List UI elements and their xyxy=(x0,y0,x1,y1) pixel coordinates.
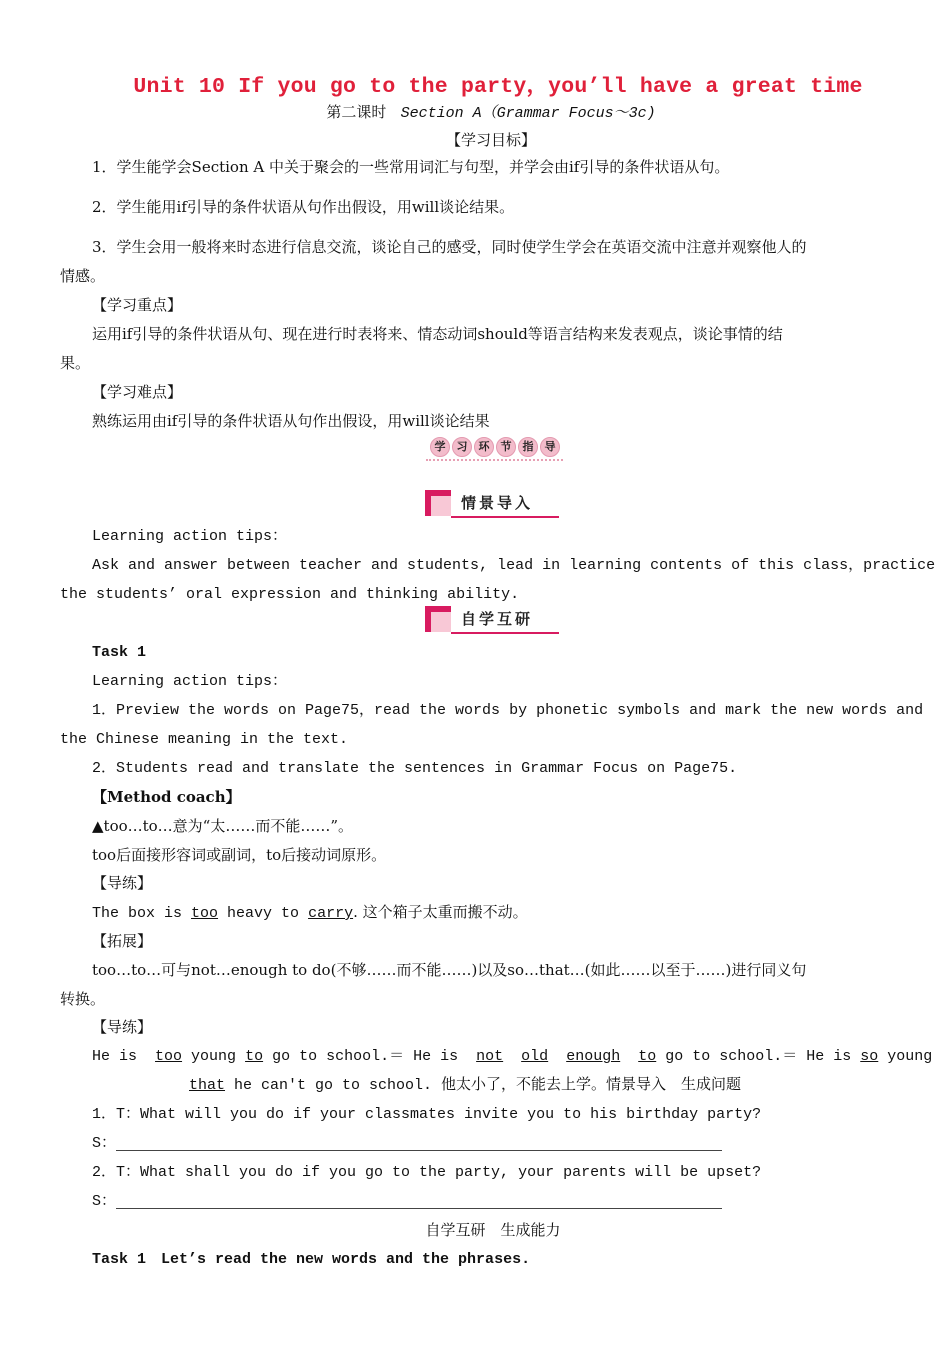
tips2-line: 1．Preview the words on Page75，read the words by phonetic symbols and mark the new words and xyxy=(92,702,924,719)
answer-blank: to xyxy=(638,1048,657,1065)
practice-sentence-1: The box is too heavy to carry. 这个箱子太重而搬不动。 xyxy=(92,903,528,922)
difficulty-heading: 【学习难点】 xyxy=(92,383,183,401)
practice-heading: 【导练】 xyxy=(92,874,153,892)
difficulty-text: 熟练运用由if引导的条件状语从句作出假设，用will谈论结果 xyxy=(92,412,490,430)
answer-blank: that xyxy=(189,1077,226,1094)
tips2-line: the Chinese meaning in the text. xyxy=(60,731,349,748)
practice-sentence-2: He is too young to go to school.＝ He is not old enough to go to school.＝ He is so young xyxy=(92,1048,933,1065)
bottom-heading: 自学互研 生成能力 xyxy=(425,1221,561,1239)
lesson-number: 第二课时 xyxy=(326,103,387,121)
extend-heading: 【拓展】 xyxy=(92,932,153,950)
banner-square-inner xyxy=(431,612,451,632)
answer-blank: too xyxy=(155,1048,183,1065)
banner-char: 导 xyxy=(540,437,560,457)
task1-heading: Task 1 xyxy=(92,644,147,661)
answer-label-2: S： xyxy=(92,1193,117,1210)
focus-text-cont: 果。 xyxy=(60,354,91,372)
answer-blank: too xyxy=(191,905,219,922)
objective-1: 1．学生能学会Section A 中关于聚会的一些常用词汇与句型，并学会由if引导的条件状语从句。 xyxy=(92,158,730,176)
practice-sentence-2-cont: that he can't go to school. 他太小了，不能去上学。情景导入 生成问题 xyxy=(189,1077,742,1094)
answer-blank: to xyxy=(245,1048,264,1065)
answer-line-1[interactable] xyxy=(116,1150,722,1151)
question-2: 2．T：What shall you do if you go to the party, your parents will be upset? xyxy=(92,1164,762,1181)
page-title: Unit 10 If you go to the party，you’ll have a great time xyxy=(133,75,863,99)
answer-label-1: S： xyxy=(92,1135,117,1152)
banner-square-inner xyxy=(431,496,451,516)
too-to-definition: ▲too…to…意为“太……而不能……”。 xyxy=(92,817,354,835)
objective-2: 2．学生能用if引导的条件状语从句作出假设，用will谈论结果。 xyxy=(92,198,515,216)
banner-char: 节 xyxy=(496,437,516,457)
study-guide-banner xyxy=(426,434,563,461)
tips1-line: the students’ oral expression and thinking ability. xyxy=(60,586,520,603)
tips1-line: Ask and answer between teacher and students, lead in learning contents of this class，practice xyxy=(92,557,936,574)
objective-3: 3．学生会用一般将来时态进行信息交流，谈论自己的感受，同时使学生学会在英语交流中注意并观察他人的 xyxy=(92,238,807,256)
objectives-heading: 【学习目标】 xyxy=(445,131,536,149)
answer-line-2[interactable] xyxy=(116,1208,722,1209)
extend-text-cont: 转换。 xyxy=(60,990,106,1008)
practice-heading: 【导练】 xyxy=(92,1018,153,1036)
tips1-heading: Learning action tips： xyxy=(92,528,288,545)
banner-char: 学 xyxy=(430,437,450,457)
method-coach-heading: 【Method coach】 xyxy=(92,788,241,806)
banner-line xyxy=(451,632,559,634)
focus-text: 运用if引导的条件状语从句、现在进行时表将来、情态动词should等语言结构来发表观点，谈论事情的结 xyxy=(92,325,783,343)
banner-char: 环 xyxy=(474,437,494,457)
tips2-line: 2．Students read and translate the sentences in Grammar Focus on Page75. xyxy=(92,760,738,777)
too-to-rule: too后面接形容词或副词，to后接动词原形。 xyxy=(92,846,387,864)
question-1: 1．T：What will you do if your classmates invite you to his birthday party? xyxy=(92,1106,762,1123)
banner-underline xyxy=(426,459,563,461)
lesson-subtitle xyxy=(0,101,950,122)
banner-char: 习 xyxy=(452,437,472,457)
answer-blank: so xyxy=(860,1048,879,1065)
section-banner-label: 自学互研 xyxy=(461,610,534,628)
banner-char: 指 xyxy=(518,437,538,457)
banner-line xyxy=(451,516,559,518)
section-label: Section A（Grammar Focus～3c) xyxy=(400,105,656,122)
answer-blank: enough xyxy=(566,1048,621,1065)
section-banner-label: 情景导入 xyxy=(461,494,534,512)
answer-blank: carry xyxy=(308,905,354,922)
focus-heading: 【学习重点】 xyxy=(92,296,183,314)
task1-bottom: Task 1 Let’s read the new words and the phrases. xyxy=(92,1251,531,1268)
section-banner-intro xyxy=(425,490,559,518)
tips2-heading: Learning action tips： xyxy=(92,673,288,690)
objective-3-cont: 情感。 xyxy=(60,267,106,285)
section-banner-selfstudy xyxy=(425,606,559,634)
answer-blank: not xyxy=(476,1048,504,1065)
answer-blank: old xyxy=(521,1048,549,1065)
extend-text: too…to…可与not…enough to do(不够……而不能……)以及so…that…(如此……以至于……)进行同义句 xyxy=(92,961,807,979)
